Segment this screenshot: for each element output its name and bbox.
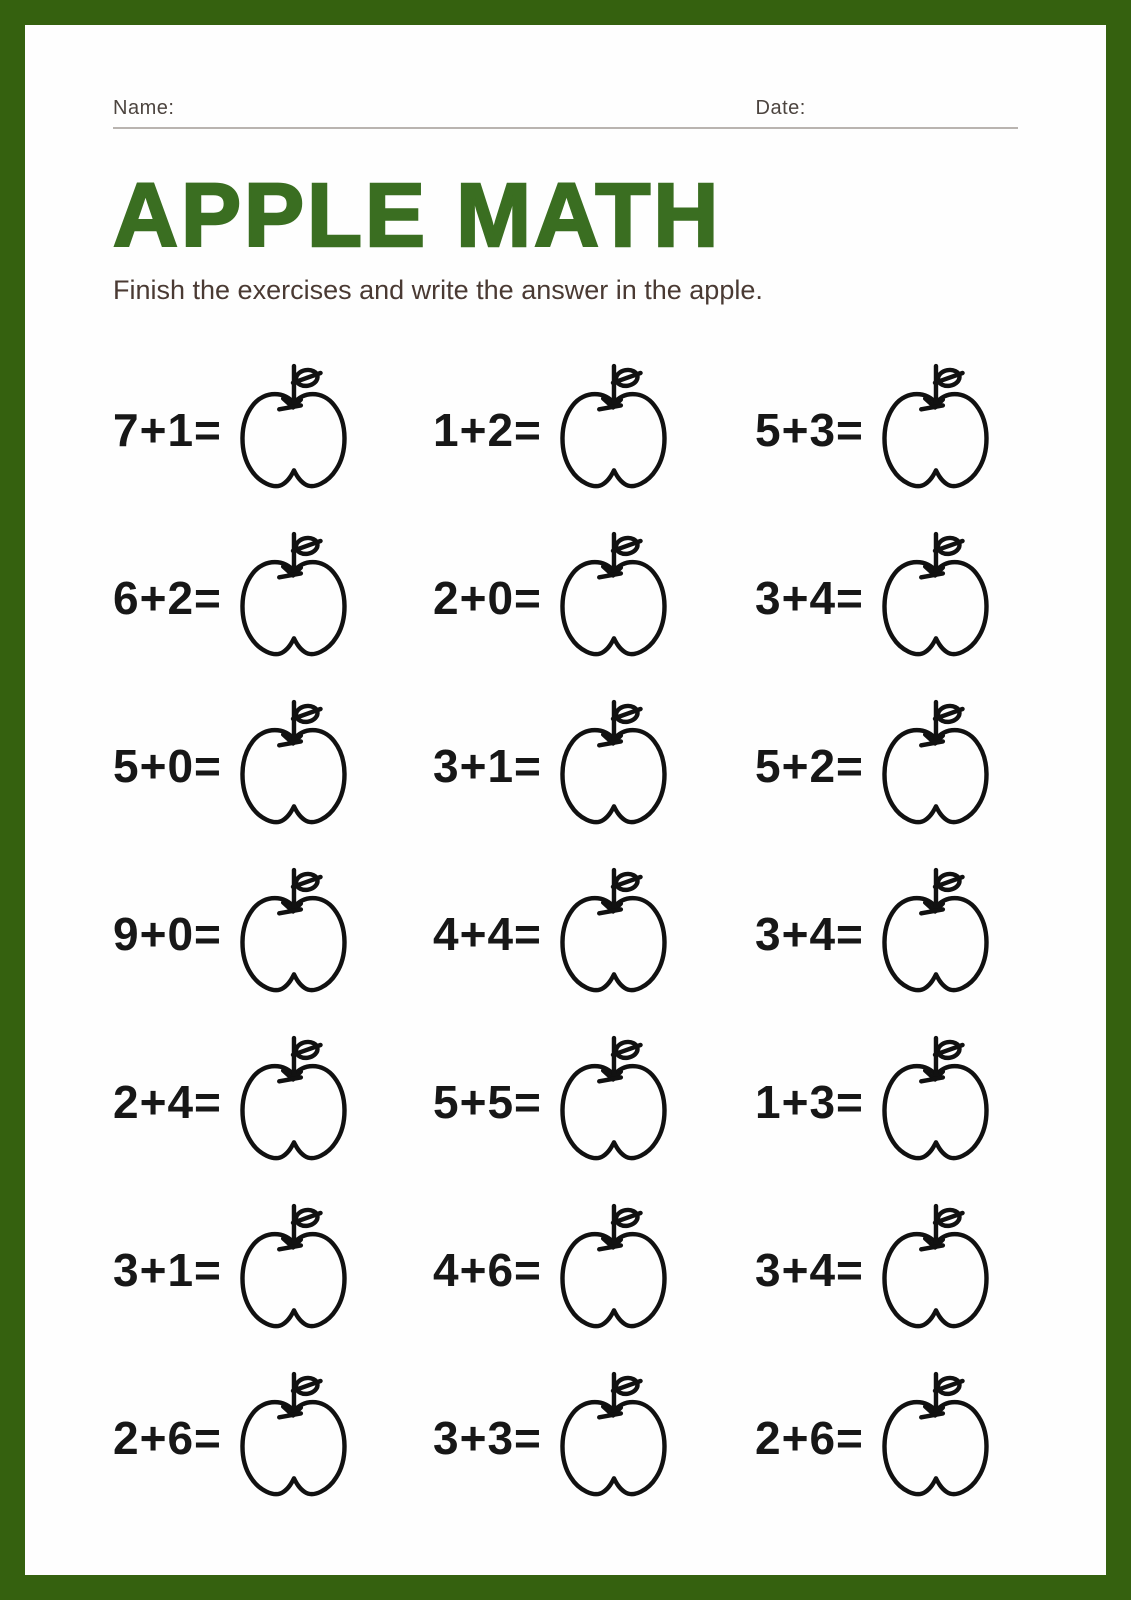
apple-icon: [235, 1199, 351, 1341]
problem-expression: 1+3=: [755, 1076, 864, 1128]
page-title: APPLE MATH: [113, 166, 722, 266]
apple-icon: [235, 359, 351, 501]
problem-cell: [433, 1186, 755, 1354]
header: [113, 97, 1018, 121]
apple-icon: [877, 1199, 993, 1341]
problem-cell: [113, 682, 433, 850]
problem-cell: [755, 850, 1018, 1018]
apple-icon: [235, 1031, 351, 1173]
apple-icon: [555, 1031, 671, 1173]
problem-cell: [113, 1186, 433, 1354]
apple-icon: [235, 863, 351, 1005]
problem-expression: 6+2=: [113, 572, 222, 624]
apple-icon: [555, 359, 671, 501]
problem-cell: [433, 850, 755, 1018]
problem-cell: [755, 1186, 1018, 1354]
problem-expression: 5+3=: [755, 404, 864, 456]
apple-icon: [555, 1199, 671, 1341]
apple-icon: [877, 863, 993, 1005]
subtitle: Finish the exercises and write the answer in the apple.: [113, 275, 763, 305]
apple-icon: [555, 863, 671, 1005]
problem-cell: [113, 346, 433, 514]
problem-cell: [113, 1354, 433, 1522]
problem-expression: 3+4=: [755, 1244, 864, 1296]
problem-expression: 5+5=: [433, 1076, 542, 1128]
problem-cell: [433, 514, 755, 682]
header-underline: [113, 127, 1018, 129]
problem-expression: 9+0=: [113, 908, 222, 960]
problem-expression: 3+1=: [433, 740, 542, 792]
apple-icon: [555, 527, 671, 669]
date-label: Date:: [755, 97, 806, 119]
apple-icon: [235, 527, 351, 669]
problem-expression: 2+4=: [113, 1076, 222, 1128]
problem-expression: 5+2=: [755, 740, 864, 792]
apple-icon: [877, 359, 993, 501]
problem-cell: [433, 346, 755, 514]
problem-expression: 5+0=: [113, 740, 222, 792]
problem-expression: 3+4=: [755, 572, 864, 624]
worksheet-page: [25, 25, 1106, 1575]
problem-cell: [755, 1354, 1018, 1522]
apple-icon: [877, 527, 993, 669]
problem-cell: [755, 682, 1018, 850]
problem-cell: [755, 514, 1018, 682]
problem-cell: [755, 346, 1018, 514]
problem-cell: [433, 1354, 755, 1522]
problem-expression: 3+1=: [113, 1244, 222, 1296]
apple-icon: [877, 695, 993, 837]
problem-expression: 4+4=: [433, 908, 542, 960]
problem-expression: 2+6=: [755, 1412, 864, 1464]
problems-grid: [113, 346, 1018, 1522]
apple-icon: [877, 1031, 993, 1173]
problem-expression: 3+4=: [755, 908, 864, 960]
problem-cell: [433, 682, 755, 850]
problem-expression: 7+1=: [113, 404, 222, 456]
apple-icon: [235, 695, 351, 837]
apple-icon: [877, 1367, 993, 1509]
apple-icon: [555, 695, 671, 837]
problem-cell: [433, 1018, 755, 1186]
problem-cell: [755, 1018, 1018, 1186]
problem-expression: 2+6=: [113, 1412, 222, 1464]
apple-icon: [235, 1367, 351, 1509]
problem-expression: 2+0=: [433, 572, 542, 624]
problem-cell: [113, 850, 433, 1018]
problem-cell: [113, 1018, 433, 1186]
problem-expression: 1+2=: [433, 404, 542, 456]
name-label: Name:: [113, 97, 175, 119]
problem-cell: [113, 514, 433, 682]
problem-expression: 3+3=: [433, 1412, 542, 1464]
apple-icon: [555, 1367, 671, 1509]
problem-expression: 4+6=: [433, 1244, 542, 1296]
